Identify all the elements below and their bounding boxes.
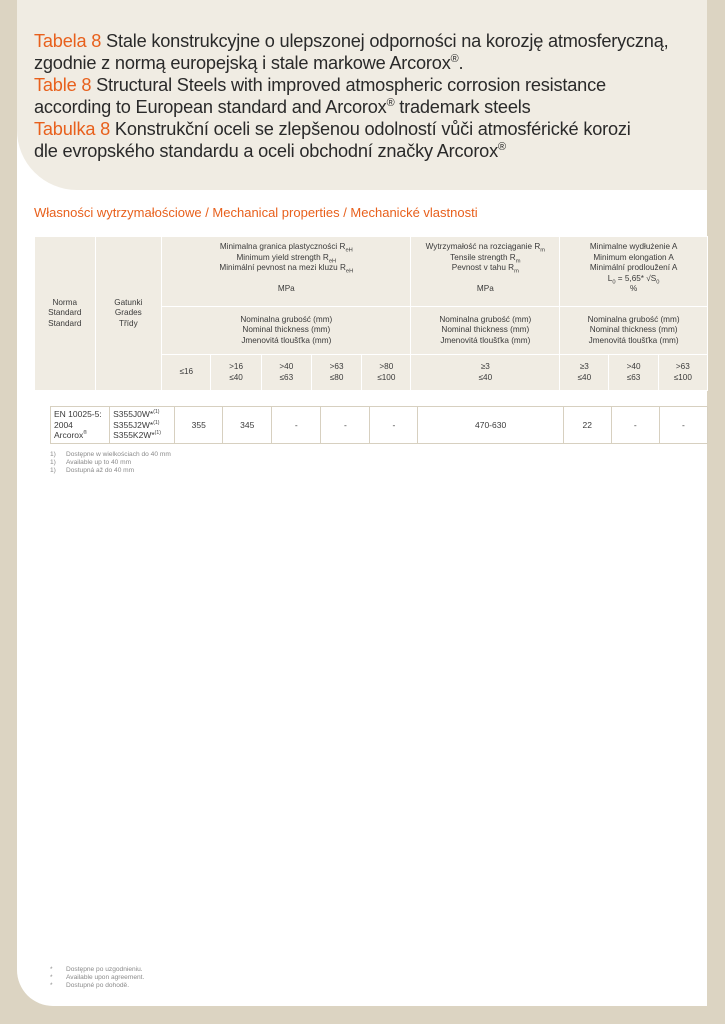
header-elongation: Minimalne wydłużenie A Minimum elongation A Minimální prodloužení A $L_0 = 5,65*$ $√S_0$ %	[560, 237, 708, 307]
cell-elong-2: -	[611, 407, 659, 444]
header-yield-strength: Minimalna granica plastyczności $R_{eH}$ Minimum yield strength $R_{eH}$ Minimální pevnost na mezi kluzu $R_{eH}$ MPa	[162, 237, 411, 307]
note-cz: * Dostupné po dohodě.	[50, 982, 130, 989]
cell-yield-3: -	[272, 407, 321, 444]
title-en-label: Table 8	[34, 75, 92, 95]
cell-elong-3: -	[659, 407, 707, 444]
title-en-line2: according to European standard and Arcorox® trademark steels	[34, 96, 531, 117]
bottom-notes	[50, 966, 144, 990]
range-yield-1: ≤16	[162, 355, 211, 391]
footnote-en: 1) Available up to 40 mm	[50, 459, 132, 466]
title-cz-label: Tabulka 8	[34, 119, 111, 139]
title-cz-line1: Tabulka 8 Konstrukční oceli se zlepšenou odolností vůči atmosférické korozi	[34, 119, 631, 139]
table-row	[51, 407, 708, 444]
title-en-line1: Table 8 Structural Steels with improved atmospheric corrosion resistance	[34, 75, 606, 95]
header-tensile-strength: Wytrzymałość na rozciąganie $R_m$ Tensile strength $R_m$ Pevnost v tahu $R_m$ MPa	[411, 237, 560, 307]
title-pl-label: Tabela 8	[34, 31, 102, 51]
footnotes	[50, 451, 171, 475]
cell-standard: EN 10025-5: 2004 Arcorox®	[51, 407, 110, 444]
title-cz-line2: dle evropského standardu a oceli obchodní značky Arcorox®	[34, 140, 506, 161]
header-norma: Norma Standard Standard	[35, 237, 96, 391]
range-yield-5: >80 ≤100	[362, 355, 411, 391]
footnote-cz: 1) Dostupná až do 40 mm	[50, 467, 135, 474]
range-elong-1: ≥3 ≤40	[560, 355, 609, 391]
title-pl-line1: Tabela 8 Stale konstrukcyjne o ulepszonej odporności na korozję atmosferyczną,	[34, 31, 669, 51]
cell-grades: S355J0W*$^{(1)}$ S355J2W*$^{(1)}$ S355K2W*$^{(1)}$	[110, 407, 175, 444]
properties-data-table	[50, 406, 708, 444]
page	[17, 0, 707, 1006]
properties-header-table	[34, 236, 708, 391]
header-gatunki: Gatunki Grades Třídy	[95, 237, 162, 391]
cell-tensile: 470-630	[418, 407, 563, 444]
range-elong-3: >63 ≤100	[658, 355, 707, 391]
page-title	[34, 30, 694, 162]
header-thickness-tensile: Nominalna grubość (mm) Nominal thickness (mm) Jmenovitá tloušťka (mm)	[411, 307, 560, 355]
range-elong-2: >40 ≤63	[609, 355, 658, 391]
cell-elong-1: 22	[563, 407, 611, 444]
header-thickness-yield: Nominalna grubość (mm) Nominal thickness (mm) Jmenovitá tloušťka (mm)	[162, 307, 411, 355]
cell-yield-1: 355	[175, 407, 223, 444]
range-yield-2: >16 ≤40	[211, 355, 261, 391]
range-yield-3: >40 ≤63	[261, 355, 311, 391]
title-pl-line2: zgodnie z normą europejską i stale markowe Arcorox®.	[34, 52, 464, 73]
header-thickness-elong: Nominalna grubość (mm) Nominal thickness (mm) Jmenovitá tloušťka (mm)	[560, 307, 708, 355]
note-pl: * Dostępne po uzgodnieniu.	[50, 966, 143, 973]
cell-yield-2: 345	[223, 407, 272, 444]
footnote-pl: 1) Dostępne w wielkościach do 40 mm	[50, 451, 171, 458]
range-yield-4: >63 ≤80	[311, 355, 361, 391]
range-tensile: ≥3 ≤40	[411, 355, 560, 391]
cell-yield-5: -	[370, 407, 418, 444]
note-en: * Available upon agreement.	[50, 974, 145, 981]
cell-yield-4: -	[321, 407, 370, 444]
section-title: Własności wytrzymałościowe / Mechanical properties / Mechanické vlastnosti	[34, 205, 478, 220]
